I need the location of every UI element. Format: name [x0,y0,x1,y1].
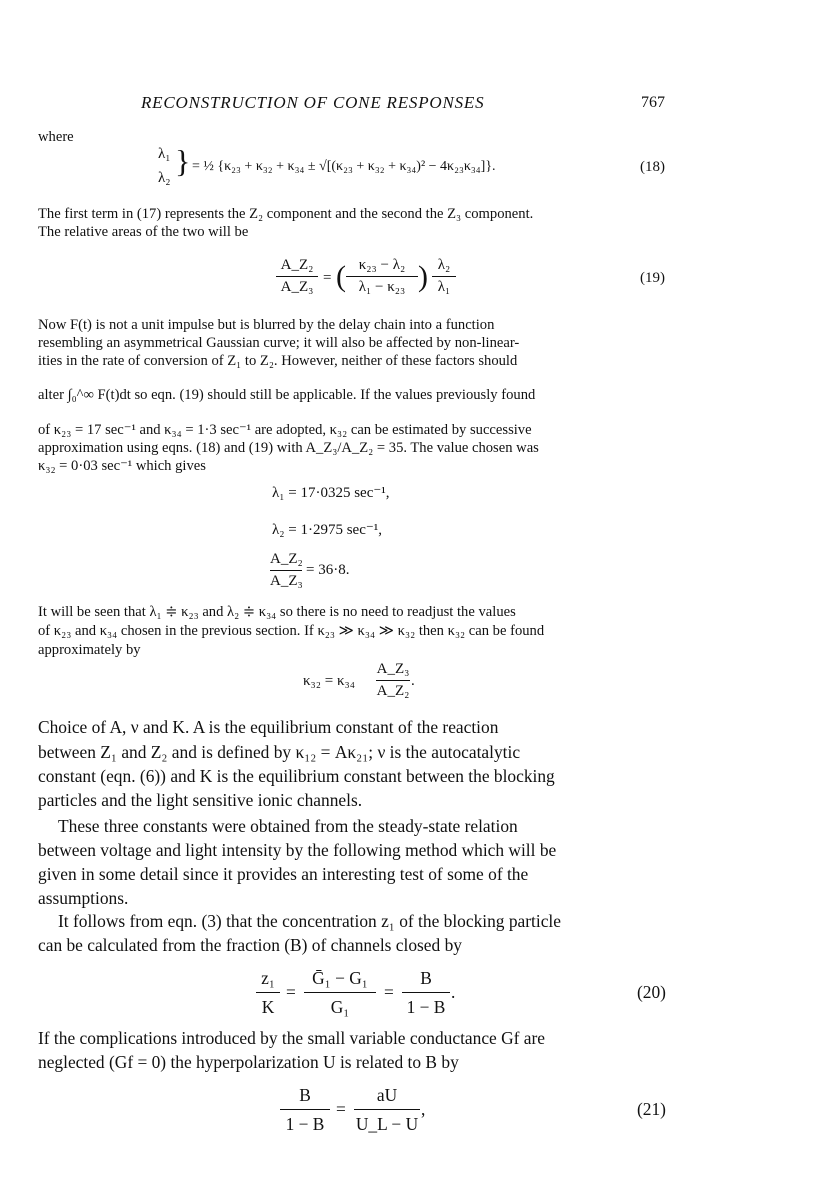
para3-line1: It will be seen that λ₁ ≑ κ₂₃ and λ₂ ≑ κ₃₄ so there is no need to readjust the values [38,604,516,620]
text-where: where [38,129,74,145]
running-header: RECONSTRUCTION OF CONE RESPONSES [141,93,485,112]
eqk-lhs: κ₃₂ = κ₃₄ [303,673,355,689]
para4-line3: constant (eqn. (6)) and K is the equilibrium constant between the blocking [38,766,555,786]
para6-line1: It follows from eqn. (3) that the concentration z₁ of the blocking particle [58,911,561,931]
para2-line1: Now F(t) is not a unit impulse but is blurred by the delay chain into a function [38,317,495,333]
para6-line2: can be calculated from the fraction (B) of channels closed by [38,935,462,955]
para2-line6: approximation using eqns. (18) and (19) with A_Z₃/A_Z₂ = 35. The value chosen was [38,440,539,456]
para1-line1: The first term in (17) represents the Z₂ component and the second the Z₃ component. [38,206,534,222]
eqk-fraction [376,661,410,700]
eq21-b-fraction [354,1083,420,1136]
eq18-label: (18) [640,159,665,175]
eq20-c-den: 1 − B [406,997,446,1017]
eq20-b-fraction [304,966,376,1019]
para2-line5: of κ₂₃ = 17 sec⁻¹ and κ₃₄ = 1·3 sec⁻¹ are adopted, κ₃₂ can be estimated by successive [38,422,532,438]
eq18-rhs: = ½ {κ₂₃ + κ₃₂ + κ₃₄ ± √[(κ₂₃ + κ₃₂ + κ₃₄)² − 4κ₂₃κ₃₄]}. [192,159,496,174]
para4-line4: particles and the light sensitive ionic channels. [38,790,363,810]
eq21-a-den: 1 − B [285,1114,325,1134]
eq19-lhs-den: A_Z₃ [280,279,314,295]
eqk-den: A_Z₂ [376,683,410,699]
eq20-a-num: z₁ [261,968,275,988]
eq19-lhs-fraction [276,257,318,296]
eq19-mid-fraction [346,257,418,296]
eq19-rhs-fraction [432,257,456,296]
eqk-period: . [411,673,415,689]
para7-line2: neglected (Gf = 0) the hyperpolarization U is related to B by [38,1052,459,1072]
eq20-period: . [451,982,456,1002]
eq21-comma: , [421,1099,426,1119]
eq21-a-fraction [280,1083,330,1136]
value-ratio-num: A_Z₂ [270,551,303,567]
para7-line1: If the complications introduced by the small variable conductance Gf are [38,1028,546,1048]
value-lambda1: λ₁ = 17·0325 sec⁻¹, [272,485,390,501]
para5-line1: These three constants were obtained from the steady-state relation [58,816,518,836]
eq19-label: (19) [640,270,665,286]
para2-line7: κ₃₂ = 0·03 sec⁻¹ which gives [38,458,206,474]
value-ratio: = 36·8. [306,562,350,578]
eq19-rhs-num: λ₂ [437,257,451,273]
value-ratio-fraction [270,551,302,590]
eq18-lambda2: λ₂ [158,170,171,186]
para3-line3: approximately by [38,642,141,658]
para2-line3: ities in the rate of conversion of Z₁ to Z₂. However, neither of these factors should [38,353,518,369]
eq21-b-num: aU [376,1085,398,1105]
eq19-lparen: ( [336,260,346,293]
eq19-mid-den: λ₁ − κ₂₃ [358,279,406,295]
para2-line2: resembling an asymmetrical Gaussian curve; it will also be affected by non-linear- [38,335,520,351]
eq21-a-num: B [299,1085,311,1105]
eq19-lhs-num: A_Z₂ [280,257,314,273]
eq21-b-den: U_L − U [355,1114,419,1134]
value-lambda2: λ₂ = 1·2975 sec⁻¹, [272,522,383,538]
para5-line3: given in some detail since it provides an interesting test of some of the [38,864,529,884]
eq19-rparen: ) [418,260,428,293]
eq20-c-fraction [402,966,450,1019]
para3-line2: of κ₂₃ and κ₃₄ chosen in the previous section. If κ₂₃ ≫ κ₃₄ ≫ κ₃₂ then κ₃₂ can be found [38,623,545,639]
eq20-eq2: = [384,982,394,1002]
eq21-label: (21) [637,1099,666,1119]
eq20-eq1: = [286,982,296,1002]
para4-line1: Choice of A, ν and K. A is the equilibrium constant of the reaction [38,717,499,737]
eq20-b-num: Ḡ₁ − G₁ [312,968,368,988]
eq20-b-den: G₁ [330,997,350,1017]
eq19-rhs-den: λ₁ [437,279,451,295]
para2-line4: alter ∫₀^∞ F(t)dt so eqn. (19) should still be applicable. If the values previously found [38,387,536,403]
para1-line2: The relative areas of the two will be [38,224,249,240]
para4-line2: between Z₁ and Z₂ and is defined by κ₁₂ = Aκ₂₁; ν is the autocatalytic [38,742,521,762]
eq21-eq: = [336,1099,346,1119]
eq20-c-num: B [420,968,432,988]
eqk-num: A_Z₃ [376,661,410,677]
eq18-brace: } [175,143,191,179]
para5-line4: assumptions. [38,888,129,908]
eq19-mid-num: κ₂₃ − λ₂ [358,257,406,273]
para5-line2: between voltage and light intensity by the following method which will be [38,840,557,860]
value-ratio-den: A_Z₃ [270,573,303,589]
eq20-label: (20) [637,982,666,1002]
page-number: 767 [641,94,665,111]
eq20-a-fraction [256,966,280,1019]
eq18-lambda1: λ₁ [158,146,171,162]
eq20-a-den: K [261,997,275,1017]
eq19-equals: = [323,270,332,286]
